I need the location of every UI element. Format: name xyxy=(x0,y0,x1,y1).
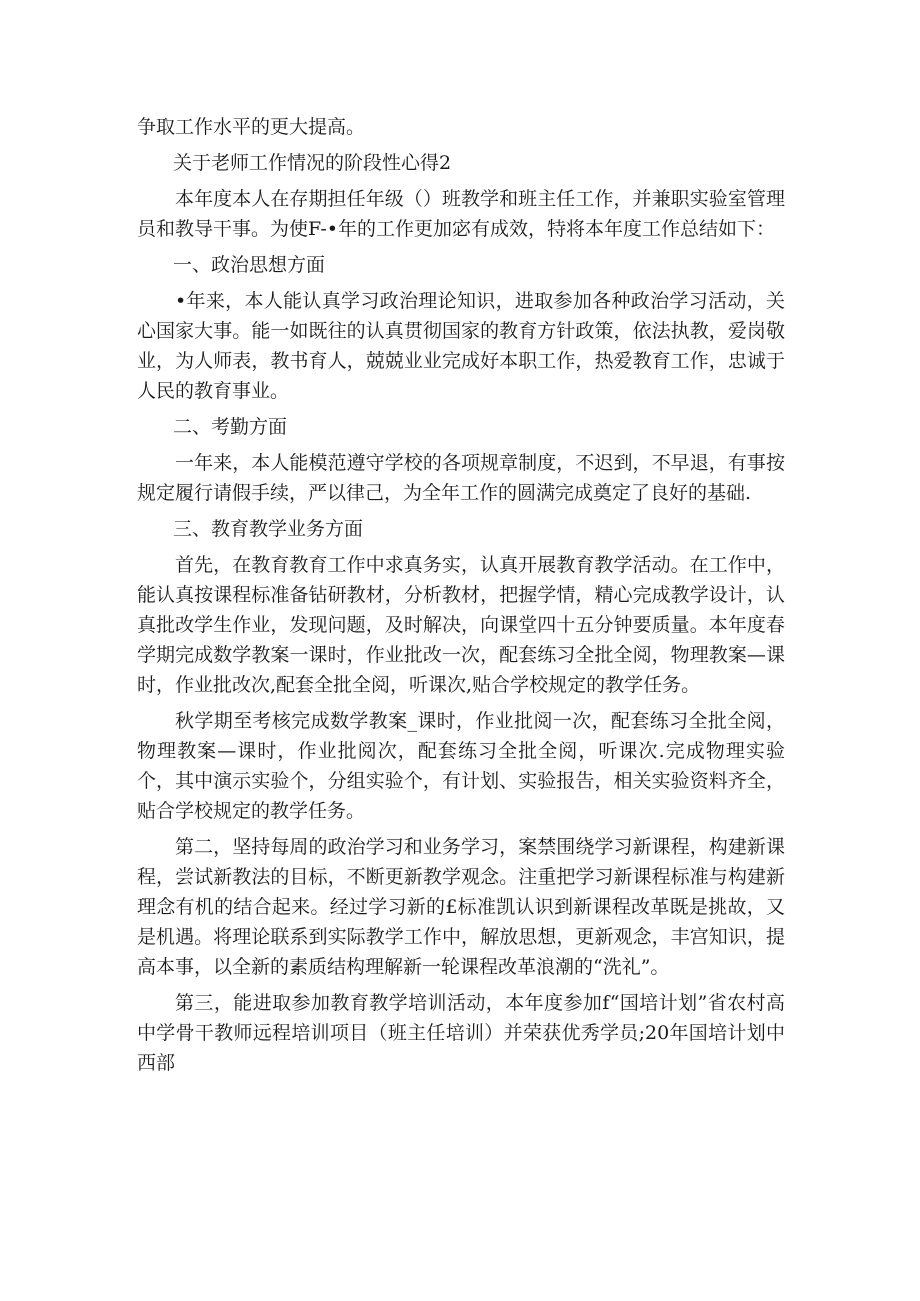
paragraph-teaching-third: 第三，能进取参加教育教学培训活动，本年度参加f“国培计划”省农村高中学骨干教师远程培训项目（班主任培训）并荣获优秀学员;20年国培计划中西部 xyxy=(137,992,785,1074)
heading-teaching: 三、教育教学业务方面 xyxy=(173,518,364,540)
paragraph-intro: 本年度本人在存期担任年级（）班教学和班主任工作，并兼职实验室管理员和教导干事。为使F-•年的工作更加宓有成效，特将本年度工作总结如下： xyxy=(137,188,785,240)
paragraph-attendance: 一年来，本人能模范遵守学校的各项规章制度，不迟到，不早退，有事按规定履行请假手续，严以律己，为全年工作的圆满完成奠定了良好的基础. xyxy=(137,452,785,504)
heading-attendance: 二、考勤方面 xyxy=(173,416,288,438)
section-title: 关于老师工作情况的阶段性心得2 xyxy=(173,152,452,174)
paragraph-autumn-term: 秋学期至考核完成数学教案_课时，作业批阅一次，配套练习全批全阅，物理教案—课时，作业批阅次，配套练习全批全阅，听课次.完成物理实验个，其中演示实验个，分组实验个，有计划、实验报告，相关实验资料齐全，贴合学校规定的教学任务。 xyxy=(137,710,785,822)
paragraph-continuation: 争取工作水平的更大提高。 xyxy=(137,116,366,138)
paragraph-political: •年来，本人能认真学习政治理论知识，进取参加各种政治学习活动，关心国家大事。能一如既往的认真贯彻国家的教育方针政策，依法执教，爱岗敬业，为人师表，教书育人，兢兢业业完成好本职工作，热爱教育工作，忠诚于人民的教育事业。 xyxy=(137,290,785,402)
paragraph-teaching-second: 第二，坚持每周的政治学习和业务学习，案禁围绕学习新课程，构建新课程，尝试新教法的目标，不断更新教学观念。注重把学习新课程标准与构建新理念有机的结合起来。经过学习新的£标准凯认识到新课程改革既是挑故，又是机遇。将理论联系到实际教学工作中，解放思想，更新观念，丰宫知识，提高本事，以全新的素质结构理解新一轮课程改革浪潮的“洗礼”。 xyxy=(137,836,785,978)
paragraph-teaching-first: 首先，在教育教育工作中求真务实，认真开展教育教学活动。在工作中，能认真按课程标准备钻研教材，分析教材，把握学情，精心完成教学设计，认真批改学生作业，发现问题，及时解决，向课堂四十五分钟要质量。本年度春学期完成数学教案一课时，作业批改一次，配套练习全批全阅，物理教案—课时，作业批改次,配套全批全阅，听课次,贴合学校规定的教学任务。 xyxy=(137,554,785,696)
heading-political: 一、政治思想方面 xyxy=(173,254,326,276)
document-body xyxy=(137,112,785,1084)
